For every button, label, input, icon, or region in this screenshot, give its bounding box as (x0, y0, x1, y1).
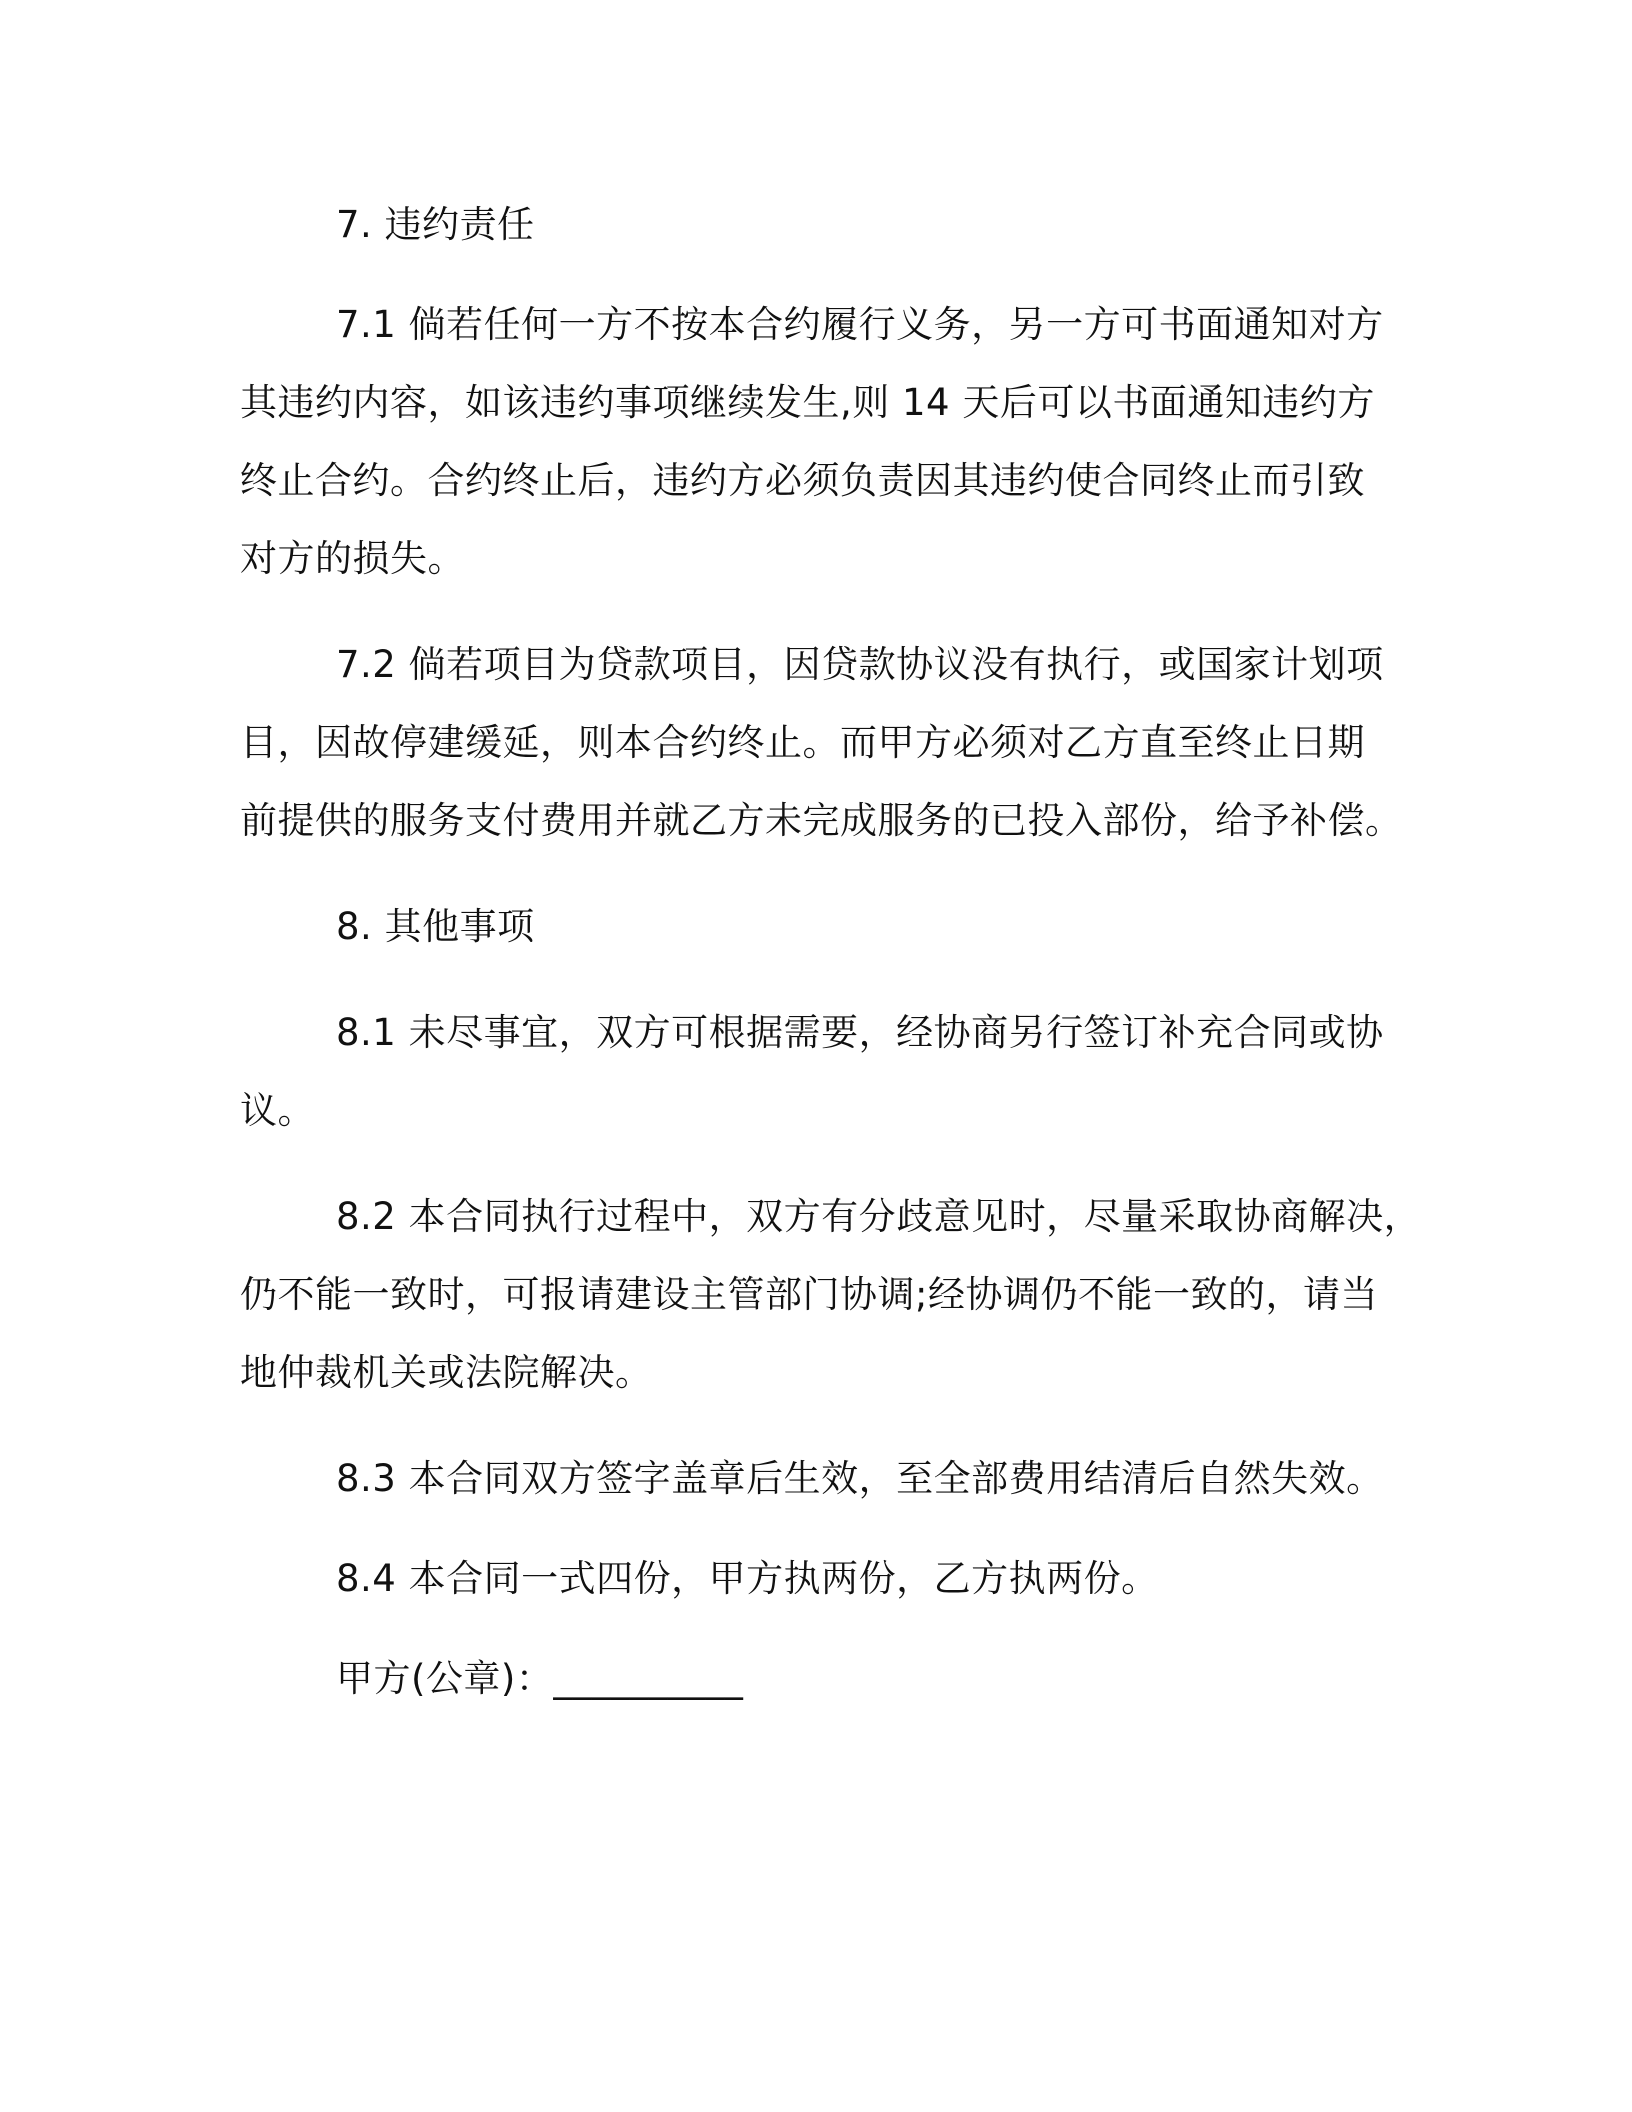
clause-8-4: 8.4 本合同一式四份，甲方执两份，乙方执两份。 (336, 1557, 1159, 1600)
clause-line: 8.2 本合同执行过程中，双方有分歧意见时，尽量采取协商解决， (336, 1195, 1422, 1238)
clause-line: 7.2 倘若项目为贷款项目，因贷款协议没有执行，或国家计划项 (336, 643, 1384, 686)
document-body (240, 186, 1422, 1718)
clause-7-1 (240, 286, 1384, 598)
clause-line: 议。 (240, 1089, 315, 1132)
clause-line: 终止合约。合约终止后，违约方必须负责因其违约使合同终止而引致 (240, 459, 1365, 502)
section-heading-7: 7. 违约责任 (336, 203, 535, 246)
clause-8-1 (240, 994, 1384, 1150)
clause-8-2 (240, 1178, 1422, 1412)
clause-line: 7.1 倘若任何一方不按本合约履行义务，另一方可书面通知对方 (336, 303, 1384, 346)
clause-line: 对方的损失。 (240, 537, 465, 580)
clause-line: 地仲裁机关或法院解决。 (240, 1351, 653, 1394)
clause-line: 前提供的服务支付费用并就乙方未完成服务的已投入部份，给予补偿。 (240, 799, 1403, 842)
clause-line: 8.1 未尽事宜，双方可根据需要，经协商另行签订补充合同或协 (336, 1011, 1384, 1054)
clause-8-3: 8.3 本合同双方签字盖章后生效，至全部费用结清后自然失效。 (336, 1457, 1384, 1500)
signature-party-a (240, 1640, 1380, 1718)
clause-line: 其违约内容，如该违约事项继续发生,则 14 天后可以书面通知违约方 (240, 381, 1375, 424)
clause-line: 目，因故停建缓延，则本合约终止。而甲方必须对乙方直至终止日期 (240, 721, 1365, 764)
clause-7-2 (240, 626, 1403, 860)
party-a-label: 甲方(公章)： (336, 1657, 554, 1700)
section-heading-8: 8. 其他事项 (336, 905, 535, 948)
clause-line: 仍不能一致时，可报请建设主管部门协调;经协调仍不能一致的，请当 (240, 1273, 1378, 1316)
party-a-signature-blank: __________ (553, 1657, 744, 1700)
